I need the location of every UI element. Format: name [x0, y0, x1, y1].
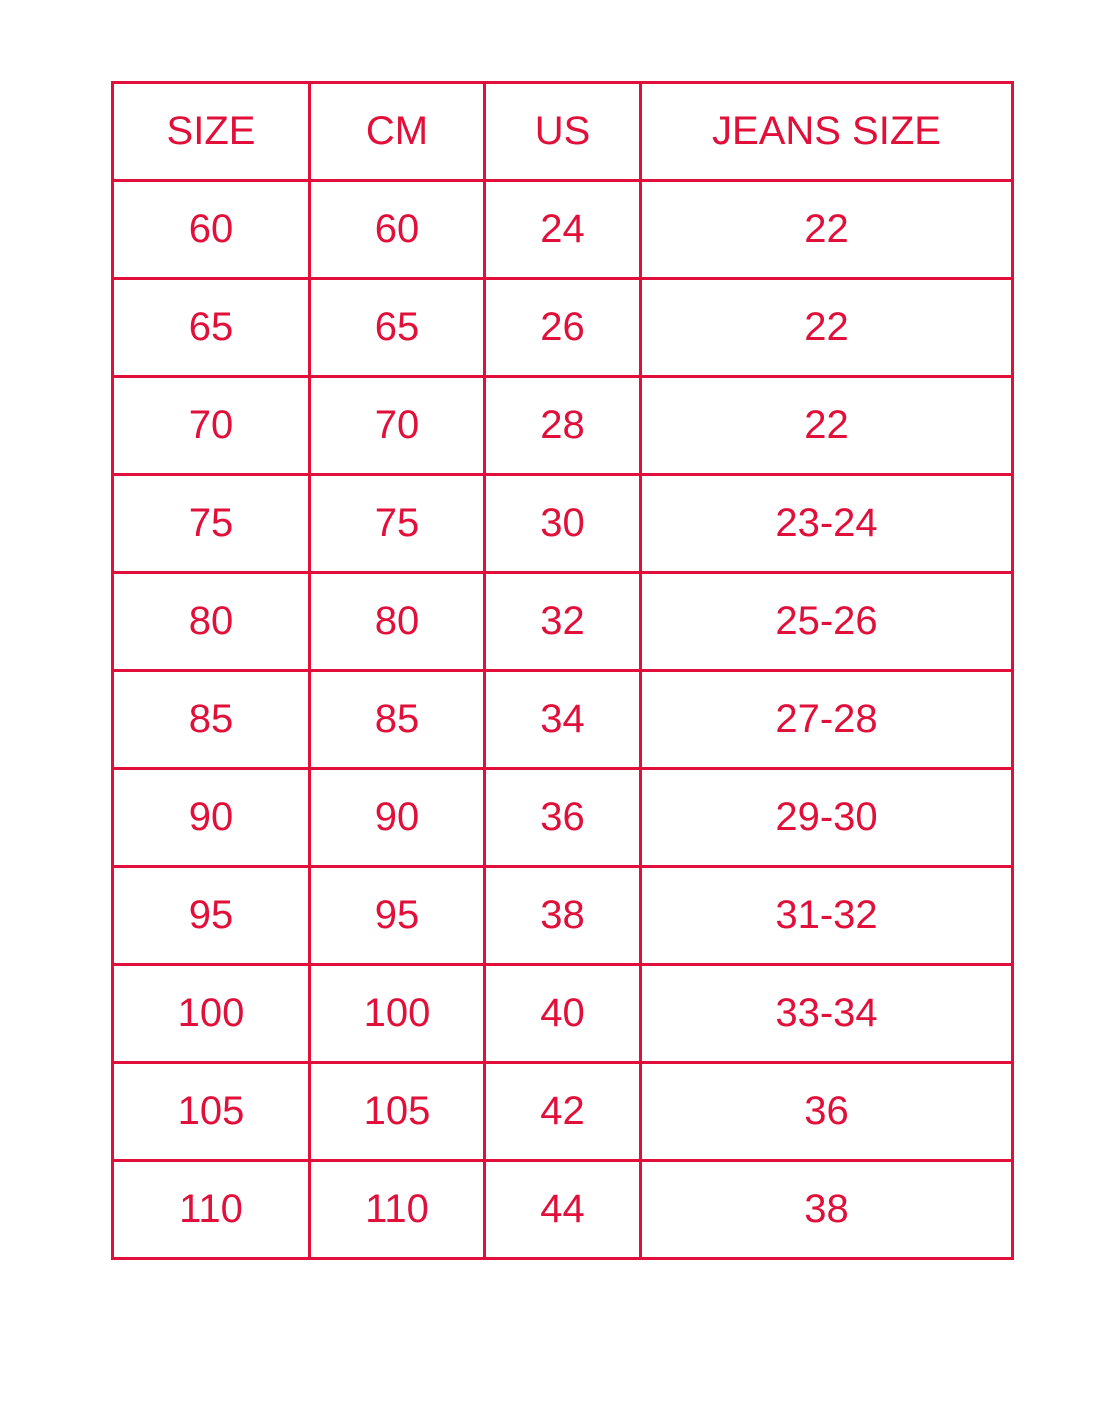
cell-cm: 75: [310, 475, 485, 573]
header-cm: CM: [310, 83, 485, 181]
cell-cm: 90: [310, 769, 485, 867]
table-row: [113, 1063, 1013, 1161]
cell-size: 65: [113, 279, 310, 377]
cell-cm: 60: [310, 181, 485, 279]
cell-jeans-size: 22: [641, 377, 1013, 475]
cell-us: 30: [485, 475, 641, 573]
cell-size: 100: [113, 965, 310, 1063]
cell-us: 40: [485, 965, 641, 1063]
cell-us: 34: [485, 671, 641, 769]
cell-us: 42: [485, 1063, 641, 1161]
cell-us: 44: [485, 1161, 641, 1259]
cell-size: 75: [113, 475, 310, 573]
header-row: [113, 83, 1013, 181]
cell-size: 80: [113, 573, 310, 671]
table-row: [113, 279, 1013, 377]
cell-size: 85: [113, 671, 310, 769]
table-row: [113, 475, 1013, 573]
cell-us: 28: [485, 377, 641, 475]
header-jeans-size: JEANS SIZE: [641, 83, 1013, 181]
table-row: [113, 769, 1013, 867]
cell-size: 105: [113, 1063, 310, 1161]
cell-us: 26: [485, 279, 641, 377]
table-row: [113, 573, 1013, 671]
cell-size: 110: [113, 1161, 310, 1259]
table-row: [113, 671, 1013, 769]
cell-jeans-size: 36: [641, 1063, 1013, 1161]
table-row: [113, 965, 1013, 1063]
header-size: SIZE: [113, 83, 310, 181]
cell-cm: 95: [310, 867, 485, 965]
cell-us: 24: [485, 181, 641, 279]
cell-size: 90: [113, 769, 310, 867]
cell-size: 70: [113, 377, 310, 475]
cell-jeans-size: 29-30: [641, 769, 1013, 867]
cell-jeans-size: 38: [641, 1161, 1013, 1259]
cell-us: 32: [485, 573, 641, 671]
cell-jeans-size: 33-34: [641, 965, 1013, 1063]
size-chart-table: [111, 81, 1014, 1260]
table-row: [113, 377, 1013, 475]
cell-cm: 65: [310, 279, 485, 377]
cell-jeans-size: 23-24: [641, 475, 1013, 573]
cell-cm: 70: [310, 377, 485, 475]
table-row: [113, 181, 1013, 279]
cell-jeans-size: 22: [641, 181, 1013, 279]
cell-jeans-size: 31-32: [641, 867, 1013, 965]
cell-jeans-size: 22: [641, 279, 1013, 377]
cell-us: 36: [485, 769, 641, 867]
cell-cm: 105: [310, 1063, 485, 1161]
cell-cm: 80: [310, 573, 485, 671]
cell-cm: 100: [310, 965, 485, 1063]
table-row: [113, 867, 1013, 965]
cell-size: 60: [113, 181, 310, 279]
cell-cm: 85: [310, 671, 485, 769]
table-row: [113, 1161, 1013, 1259]
cell-jeans-size: 25-26: [641, 573, 1013, 671]
header-us: US: [485, 83, 641, 181]
cell-jeans-size: 27-28: [641, 671, 1013, 769]
cell-size: 95: [113, 867, 310, 965]
cell-us: 38: [485, 867, 641, 965]
cell-cm: 110: [310, 1161, 485, 1259]
